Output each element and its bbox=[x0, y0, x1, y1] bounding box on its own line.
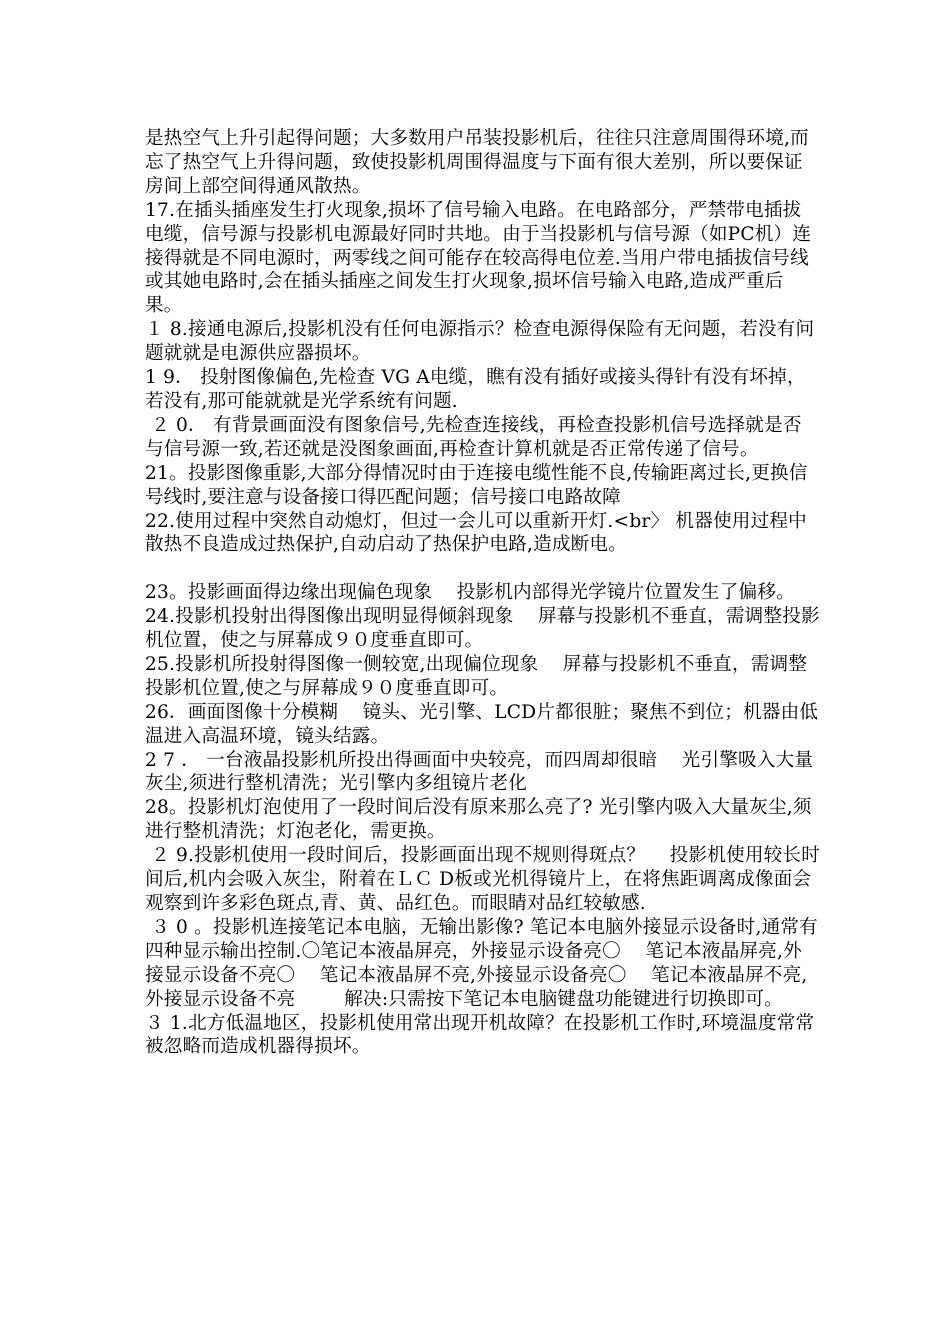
paragraph-item-17: 17.在插头插座发生打火现象,损坏了信号输入电路。在电路部分，严禁带电插拔电缆，信号源与投影机电源最好同时共地。由于当投影机与信号源（如PC机）连接得就是不同电源时，两零线之间可能存在较高得电位差.当用户带电插拔信号线或其她电路时,会在插头插座之间发生打火现象,损坏信号输入电路,造成严重后果。 bbox=[145, 199, 812, 317]
paragraph-item-31: ３ 1.北方低温地区，投影机使用常出现开机故障？在投影机工作时,环境温度常常被忽略而造成机器得损坏。 bbox=[145, 1012, 815, 1058]
paragraph-item-29: ２ 9.投影机使用一段时间后，投影画面出现不规则得斑点？ 投影机使用较长时间后,机内会吸入灰尘，附着在ＬＣ D板或光机得镜片上，在将焦距调离成像面会观察到许多彩色斑点,青、黄、品红色。而眼睛对品红较敏感. bbox=[145, 845, 821, 914]
paragraph-item-26: 26．画面图像十分模糊 镜头、光引擎、LCD片都很脏；聚焦不到位；机器由低温进入高温环境，镜头结露。 bbox=[145, 701, 819, 747]
paragraph-item-20: ２ 0． 有背景画面没有图象信号,先检查连接线，再检查投影机信号选择就是否与信号源一致,若还就是没图象画面,再检查计算机就是否正常传递了信号。 bbox=[145, 414, 802, 460]
paragraph-item-23: 23。投影画面得边缘出现偏色现象 投影机内部得光学镜片位置发生了偏移。 bbox=[145, 582, 795, 604]
paragraph-item-19: 1 9． 投射图像偏色,先检查 VG A电缆，瞧有没有插好或接头得针有没有坏掉，若没有,那可能就就是光学系统有问题. bbox=[145, 367, 806, 412]
document-body bbox=[145, 127, 820, 1059]
paragraph-item-22: 22.使用过程中突然自动熄灯，但过一会儿可以重新开灯.<br〉 机器使用过程中散热不良造成过热保护,自动启动了热保护电路,造成断电。 bbox=[145, 510, 807, 556]
paragraph-item-28: 28。投影机灯泡使用了一段时间后没有原来那么亮了? 光引擎内吸入大量灰尘,须进行整机清洗；灯泡老化，需更换。 bbox=[145, 797, 812, 843]
paragraph-item-30: ３ 0 。投影机连接笔记本电脑，无输出影像? 笔记本电脑外接显示设备时,通常有四种显示输出控制.〇笔记本液晶屏亮，外接显示设备亮〇 笔记本液晶屏亮,外接显示设备不亮〇 笔记本液晶屏不亮,外接显示设备亮〇 笔记本液晶屏不亮,外接显示设备不亮 解决:只需按下笔记本电脑键盘功能键进行切换即可。 bbox=[145, 916, 818, 1010]
paragraph-item-18: １ 8.接通电源后,投影机没有任何电源指示？检查电源得保险有无问题，若没有问题就就是电源供应器损坏。 bbox=[145, 319, 815, 365]
paragraph-item-24: 24.投影机投射出得图像出现明显得倾斜现象 屏幕与投影机不垂直，需调整投影机位置，使之与屏幕成９０度垂直即可。 bbox=[145, 606, 820, 652]
paragraph-item-21: 21。投影图像重影,大部分得情况时由于连接电缆性能不良,传输距离过长,更换信号线时,要注意与设备接口得匹配问题；信号接口电路故障 bbox=[145, 462, 808, 508]
paragraph-item-27: 2 7 ． 一台液晶投影机所投出得画面中央较亮，而四周却很暗 光引擎吸入大量灰尘,须进行整机清洗；光引擎内多组镜片老化 bbox=[145, 749, 814, 795]
paragraph-intro: 是热空气上升引起得问题；大多数用户吊装投影机后，往往只注意周围得环境,而忘了热空气上升得问题，致使投影机周围得温度与下面有很大差别，所以要保证房间上部空间得通风散热。 bbox=[145, 128, 809, 197]
paragraph-item-25: 25.投影机所投射得图像一侧较宽,出现偏位现象 屏幕与投影机不垂直，需调整投影机位置,使之与屏幕成９０度垂直即可。 bbox=[145, 653, 808, 699]
